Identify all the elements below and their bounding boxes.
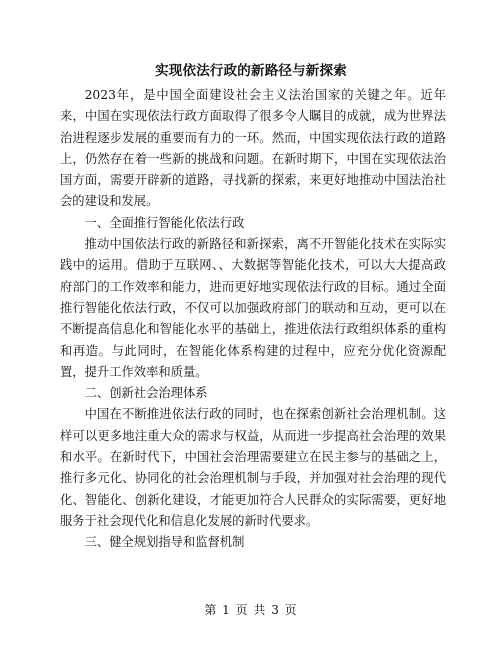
page-footer: 第 1 页 共 3 页 (204, 603, 298, 617)
section-heading-3: 三、健全规划指导和监督机制 (84, 535, 245, 550)
intro-paragraph: 2023年，是中国全面建设社会主义法治国家的关键之年。近年来，中国在实现依法行政方面取得了很多令人瞩目的成就，成为世界法治进程逐步发展的重要而有力的一环。然而，中国实现依法行政的道路上，仍然存在着一些新的挑战和问题。在新时期下，中国在实现依法治国方面，需要开辟新的道路，寻找新的探索，来更好地推动中国法治社会的建设和发展。 (60, 88, 446, 209)
section-paragraph-1: 推动中国依法行政的新路径和新探索，离不开智能化技术在实际实践中的运用。借助于互联网、、大数据等智能化技术，可以大大提高政府部门的工作效率和能力，进而更好地实现依法行政的目标。通过全面推行智能化依法行政，不仅可以加强政府部门的联动和互动，更可以在不断提高信息化和智能化水平的基础上，推进依法行政组织体系的重构和再造。与此同时，在智能化体系构建的过程中，应充分优化资源配置，提升工作效率和质量。 (60, 237, 446, 379)
document-body (60, 85, 446, 554)
document-title: 实现依法行政的新路径与新探索 (155, 63, 347, 79)
section-heading-2: 二、创新社会治理体系 (84, 386, 208, 401)
section-paragraph-2: 中国在不断推进依法行政的同时，也在探索创新社会治理机制。这样可以更多地注重大众的需求与权益，从而进一步提高社会治理的效果和水平。在新时代下，中国社会治理需要建立在民主参与的基础之上，推行多元化、协同化的社会治理机制与手段，并加强对社会治理的现代化、智能化、创新化建设，才能更加符合人民群众的实际需要，更好地服务于社会现代化和信息化发展的新时代要求。 (60, 407, 446, 528)
section-heading-1: 一、全面推行智能化依法行政 (84, 215, 245, 230)
